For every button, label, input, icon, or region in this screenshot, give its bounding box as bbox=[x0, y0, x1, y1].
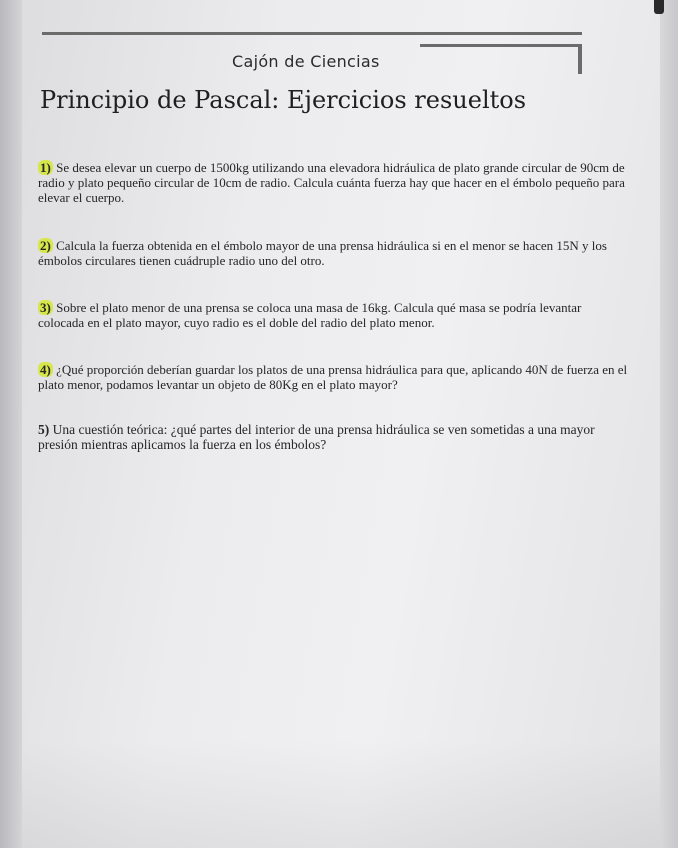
exercise-number: 5) bbox=[38, 422, 50, 437]
exercise-number: 4) bbox=[40, 362, 51, 377]
exercise-text: Calcula la fuerza obtenida en el émbolo mayor de una prensa hidráulica si en el menor se hacen 15N y los émbolos circulares tienen cuádruple radio uno del otro. bbox=[38, 238, 607, 268]
exercise-4 bbox=[38, 362, 630, 392]
exercise-number: 2) bbox=[40, 238, 51, 253]
exercise-text: ¿Qué proporción deberían guardar los platos de una prensa hidráulica para que, aplicando 40N de fuerza en el plato menor, podamos levantar un objeto de 80Kg en el plato mayor? bbox=[38, 362, 628, 392]
header-rule-accent bbox=[420, 44, 582, 47]
exercise-text: Sobre el plato menor de una prensa se coloca una masa de 16kg. Calcula qué masa se podría levantar colocada en el plato mayor, cuyo radio es el doble del radio del plato menor. bbox=[38, 300, 582, 330]
exercise-text: Se desea elevar un cuerpo de 1500kg utilizando una elevadora hidráulica de plato grande circular de 90cm de radio y plato pequeño circular de 10cm de radio. Calcula cuánta fuerza hay que hacer en el émbolo pequeño para elevar el cuerpo. bbox=[38, 160, 625, 205]
exercise-text: Una cuestión teórica: ¿qué partes del interior de una prensa hidráulica se ven sometidas a una mayor presión mientras aplicamos la fuerza en los émbolos? bbox=[38, 422, 595, 452]
exercise-1 bbox=[38, 160, 630, 205]
page-title: Principio de Pascal: Ejercicios resueltos bbox=[40, 86, 527, 114]
exercise-number: 1) bbox=[40, 160, 51, 175]
exercise-5 bbox=[38, 422, 630, 452]
exercise-number: 3) bbox=[40, 300, 51, 315]
exercise-3 bbox=[38, 300, 630, 330]
page-shadow bbox=[22, 740, 660, 848]
header-rule-end bbox=[578, 44, 582, 74]
header-rule bbox=[42, 32, 582, 35]
brand-name: Cajón de Ciencias bbox=[232, 52, 380, 71]
exercise-2 bbox=[38, 238, 630, 268]
binder-clip-mark bbox=[654, 0, 664, 14]
